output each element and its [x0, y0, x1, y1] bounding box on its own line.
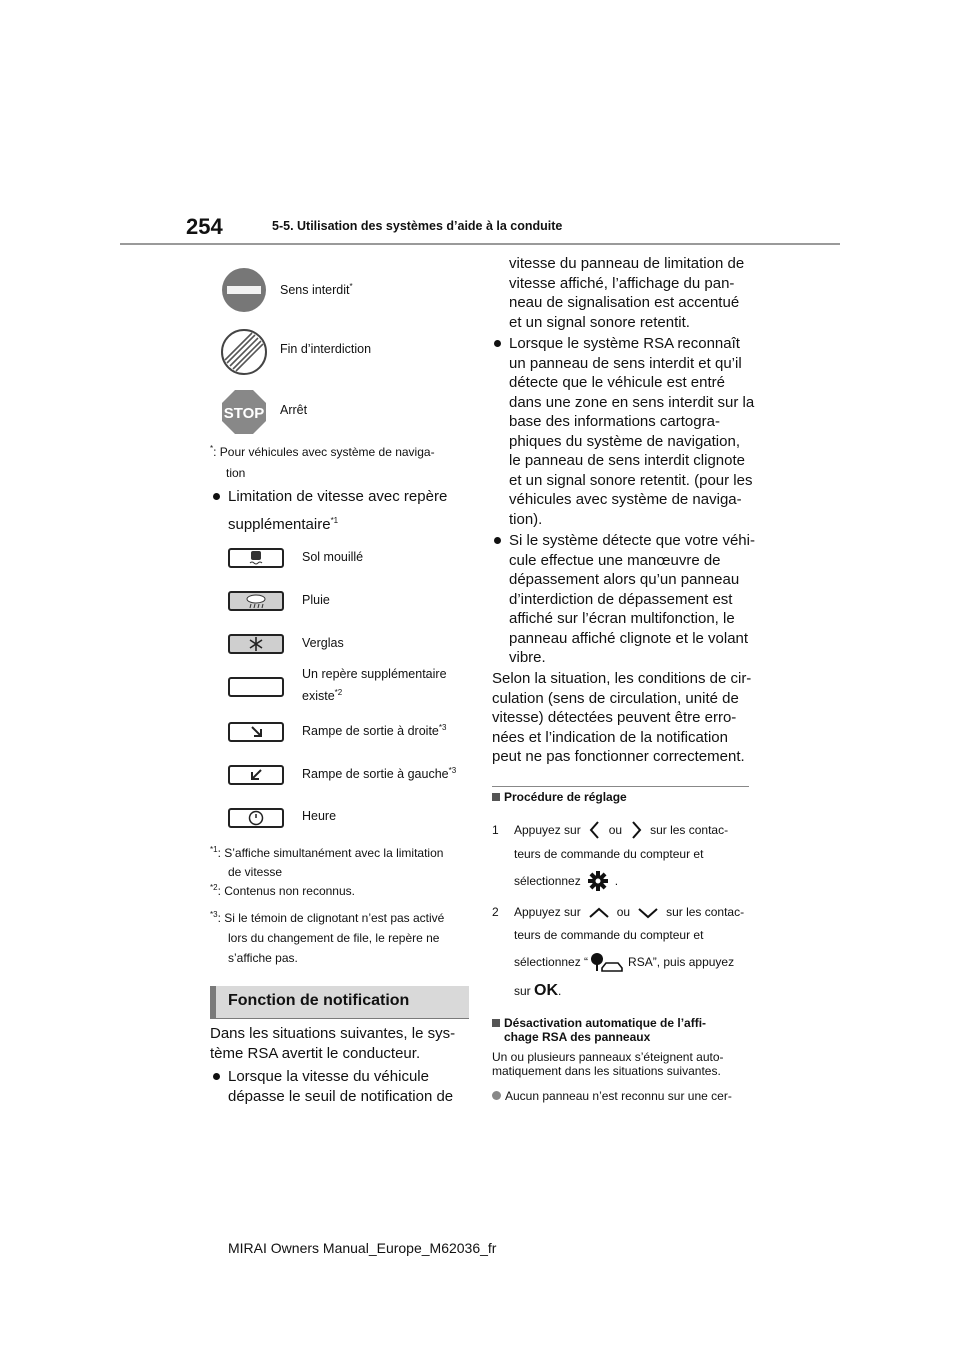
bullet-speed-l2: supplémentaire$^{*1}$ [228, 516, 339, 533]
section-title: 5-5. Utilisation des systèmes d’aide à la conduite [272, 219, 563, 233]
square-bullet-icon [492, 1019, 500, 1027]
blank-plate-icon [228, 677, 284, 697]
stop-sign-text: STOP [223, 405, 265, 422]
header-divider [120, 243, 840, 245]
snowflake-icon [228, 634, 284, 654]
end-of-restriction-sign-icon [220, 328, 268, 376]
bullet-dot [494, 340, 501, 347]
chevron-right-icon [628, 819, 644, 841]
note-star: *: Pour véhicules avec système de naviga- [210, 444, 435, 459]
stop-sign-icon [220, 388, 268, 436]
heading-underline [210, 1018, 469, 1019]
note-star-cont: tion [226, 466, 246, 480]
rain-icon [228, 591, 284, 611]
deactivation-heading: Désactivation automatique de l’affi- chage RSA des panneaux [492, 1016, 706, 1044]
note-3: $^{*3}$: Si le témoin de clignotant n’est pas activé lors du changement de file, le repère ne s’affiche pas. [210, 910, 445, 965]
sign-label-end-restriction: Fin d’interdiction [280, 342, 372, 356]
supp-label-time: Heure [302, 809, 337, 823]
supp-label-exit-right: Rampe de sortie à droite$^{*3}$ [302, 723, 447, 739]
chevron-down-icon [636, 905, 660, 921]
rsa-car-sign-icon [588, 951, 628, 973]
no-entry-sign-icon [220, 266, 268, 314]
wet-road-icon [228, 548, 284, 568]
left-body-bullet: Lorsque la vitesse du véhicule dépasse le seuil de notification de [228, 1068, 454, 1105]
supp-label-exit-left: Rampe de sortie à gauche$^{*3}$ [302, 766, 457, 782]
left-body-paragraph: Dans les situations suivantes, le sys- tème RSA avertit le conducteur. [210, 1025, 456, 1062]
sign-label-no-entry: Sens interdit* [280, 282, 353, 298]
supp-label-ice: Verglas [302, 636, 344, 650]
square-bullet-icon [492, 793, 500, 801]
bullet-dot [494, 537, 501, 544]
chevron-left-icon [587, 819, 603, 841]
step-2: 2 Appuyez sur ou sur les contac- teurs de commande du compteur et sélectionnez “ RSA”, puis appuyez sur OK. [492, 905, 745, 999]
step-1: 1 Appuyez sur ou sur les contac- teurs de commande du compteur et sélectionnez . [492, 819, 728, 892]
right-bullet-overtaking: Si le système détecte que votre véhi- cule effectue une manœuvre de dépassement alors qu’un panneau d’interdiction de dépassement est affiché sur l’écran multifonction, le panneau affiché clignote et le volant vibre. [509, 532, 755, 666]
bullet-speed-l1: Limitation de vitesse avec repère [228, 488, 448, 505]
sign-label-stop: Arrêt [280, 403, 308, 417]
right-paragraph-1: vitesse du panneau de limitation de vitesse affiché, l’affichage du pan- neau de signalisation est accentué et un signal sonore retentit. [509, 255, 745, 331]
bullet-dot [213, 1073, 220, 1080]
notification-heading: Fonction de notification [210, 986, 469, 1018]
procedure-heading: Procédure de réglage [492, 790, 627, 804]
right-paragraph-4: Selon la situation, les conditions de cir- culation (sens de circulation, unité de vitesse) détectées peuvent être erro- nées et l’indication de la notification peut ne pas fonctionner correctement. [492, 670, 752, 765]
chevron-up-icon [587, 905, 611, 921]
footer-manual-id: MIRAI Owners Manual_Europe_M62036_fr [228, 1240, 497, 1256]
deactivation-text: Un ou plusieurs panneaux s’éteignent auto- matiquement dans les situations suivantes. [492, 1050, 724, 1078]
arrow-down-right-icon [228, 722, 284, 742]
supp-label-wet: Sol mouillé [302, 550, 364, 564]
gear-icon [587, 870, 609, 892]
right-bullet-no-entry: Lorsque le système RSA reconnaît un panneau de sens interdit et qu’il détecte que le véhicule est entré dans une zone en sens interdit sur la base des informations cartogra- phiques du système de navigation, le panneau de sens interdit clignote et un signal sonore retentit. (pour les véhicules avec système de naviga- tion). [509, 335, 755, 528]
page-number: 254 [186, 214, 223, 239]
note-1: $^{*1}$: S’affiche simultanément avec la limitation de vitesse [210, 845, 444, 879]
supp-label-other-l1: Un repère supplémentaire [302, 667, 447, 681]
arrow-down-left-icon [228, 765, 284, 785]
ok-button-icon: OK [534, 982, 559, 999]
bullet-dot [213, 493, 220, 500]
deactivation-bullet: Aucun panneau n’est reconnu sur une cer- [492, 1089, 732, 1103]
supp-label-other-l2: existe$^{*2}$ [302, 688, 343, 704]
supp-label-rain: Pluie [302, 593, 330, 607]
bullet-dot [492, 1091, 501, 1100]
clock-icon [228, 808, 284, 828]
note-2: $^{*2}$: Contenus non reconnus. [210, 883, 355, 898]
right-divider [492, 786, 749, 787]
